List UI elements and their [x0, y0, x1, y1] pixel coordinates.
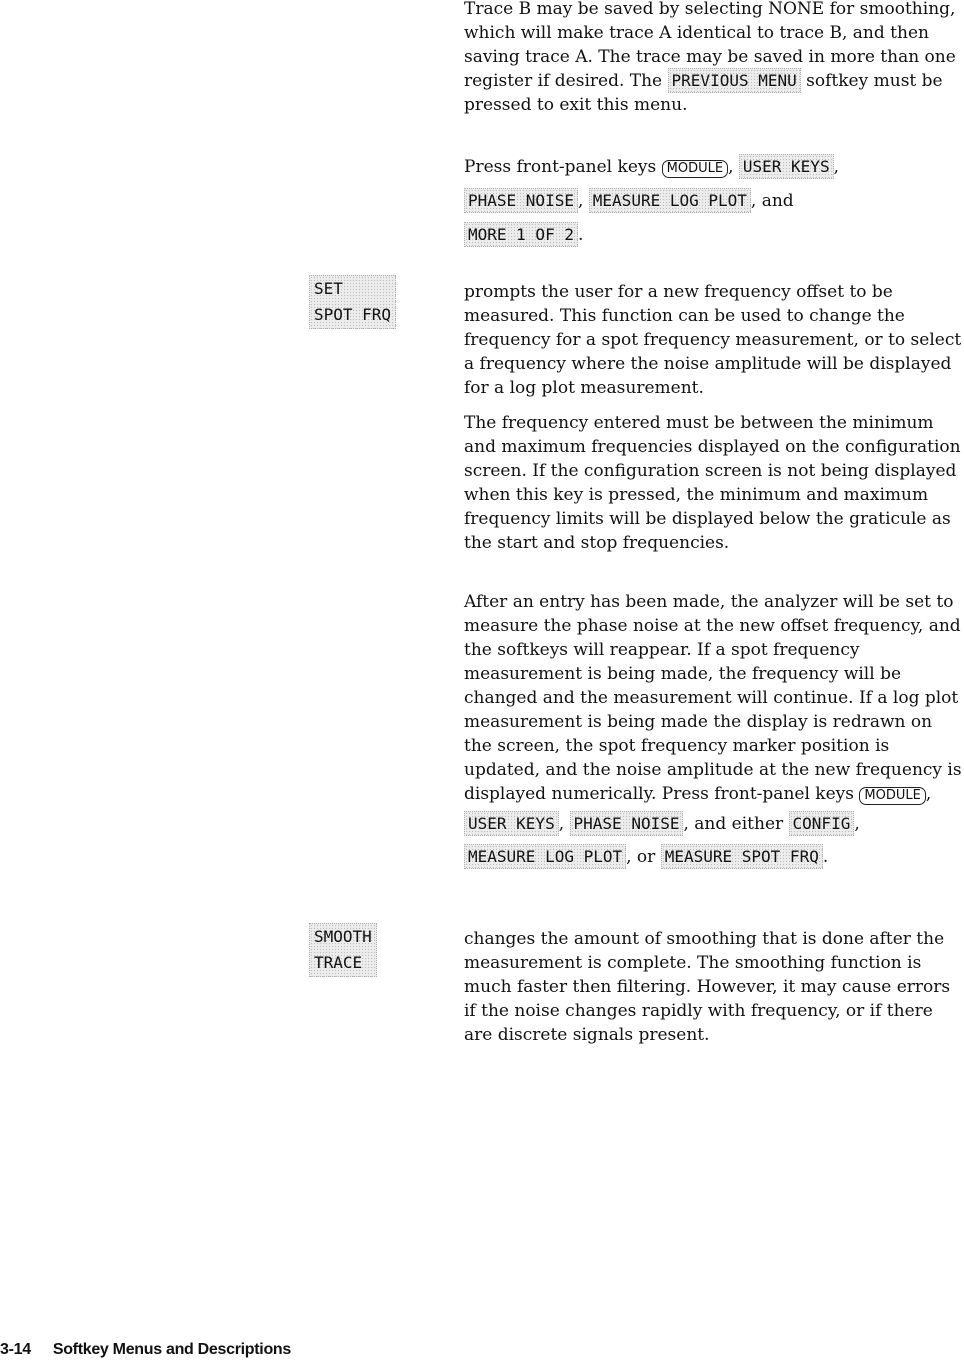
- section-title: Softkey Menus and Descriptions: [52, 1341, 291, 1358]
- measure-spot-frq-softkey: MEASURE SPOT FRQ: [661, 844, 823, 869]
- smooth-trace-description: changes the amount of smoothing that is done after the measurement is complete. The smoothing function is much faster then filtering. However, it may cause errors if the noise changes rapidly with frequency, or if there are discrete signals present.: [464, 929, 951, 1045]
- set-spot-frq-entry-paragraph: After an entry has been made, the analyzer will be set to measure the phase noise at the new offset frequency, and the softkeys will reappear. If a spot frequency measurement is being made, the frequency will be changed and the measurement will continue. If a log plot measurement is being made the display is redrawn on the screen, the spot frequency marker position is updated, and the noise amplitude at the new frequency is displayed numerically. Press front-panel keys MODULE , USER KEYS , PHASE NOISE , and either CONFIG , MEASURE LOG PLOT , or MEASURE SPOT FRQ .: [464, 592, 962, 867]
- set-spot-frq-label-line1: SET: [314, 279, 343, 298]
- measure-log-plot-softkey: MEASURE LOG PLOT: [589, 188, 751, 213]
- module-hardkey: MODULE: [859, 787, 925, 805]
- user-keys-softkey: USER KEYS: [464, 811, 559, 836]
- phase-noise-softkey: PHASE NOISE: [570, 811, 684, 836]
- measure-log-plot-softkey: MEASURE LOG PLOT: [464, 844, 626, 869]
- page-footer: [0, 1341, 291, 1359]
- more-1-of-2-softkey: MORE 1 OF 2: [464, 222, 578, 247]
- smooth-trace-softkey-label: [309, 923, 377, 977]
- set-spot-frq-description: prompts the user for a new frequency offset to be measured. This function can be used to change the frequency for a spot frequency measurement, or to select a frequency where the noise amplitude will be displayed for a log plot measurement.: [464, 282, 962, 398]
- user-keys-softkey: USER KEYS: [739, 154, 834, 179]
- trace-save-paragraph: Trace B may be saved by selecting NONE for smoothing, which will make trace A identical to trace B, and then saving trace A. The trace may be saved in more than one register if desired. The PREVIOUS MENU softkey must be pressed to exit this menu.: [464, 0, 956, 115]
- previous-menu-softkey: PREVIOUS MENU: [668, 68, 801, 93]
- smooth-trace-label-line1: SMOOTH: [314, 927, 372, 946]
- set-spot-frq-label-line2: SPOT FRQ: [314, 305, 392, 324]
- set-spot-frq-softkey-label: [309, 275, 396, 329]
- smooth-trace-label-line2: TRACE: [314, 953, 363, 972]
- config-softkey: CONFIG: [789, 811, 855, 836]
- module-hardkey: MODULE: [662, 160, 728, 178]
- page-number: 3-14: [0, 1341, 31, 1358]
- phase-noise-softkey: PHASE NOISE: [464, 188, 578, 213]
- set-spot-frq-range-paragraph: The frequency entered must be between the minimum and maximum frequencies displayed on the configuration screen. If the configuration screen is not being displayed when this key is pressed, the minimum and maximum frequency limits will be displayed below the graticule as the start and stop frequencies.: [464, 413, 961, 553]
- key-sequence-paragraph: Press front-panel keys MODULE , USER KEYS , PHASE NOISE , MEASURE LOG PLOT , and MORE 1 OF 2 .: [464, 150, 964, 252]
